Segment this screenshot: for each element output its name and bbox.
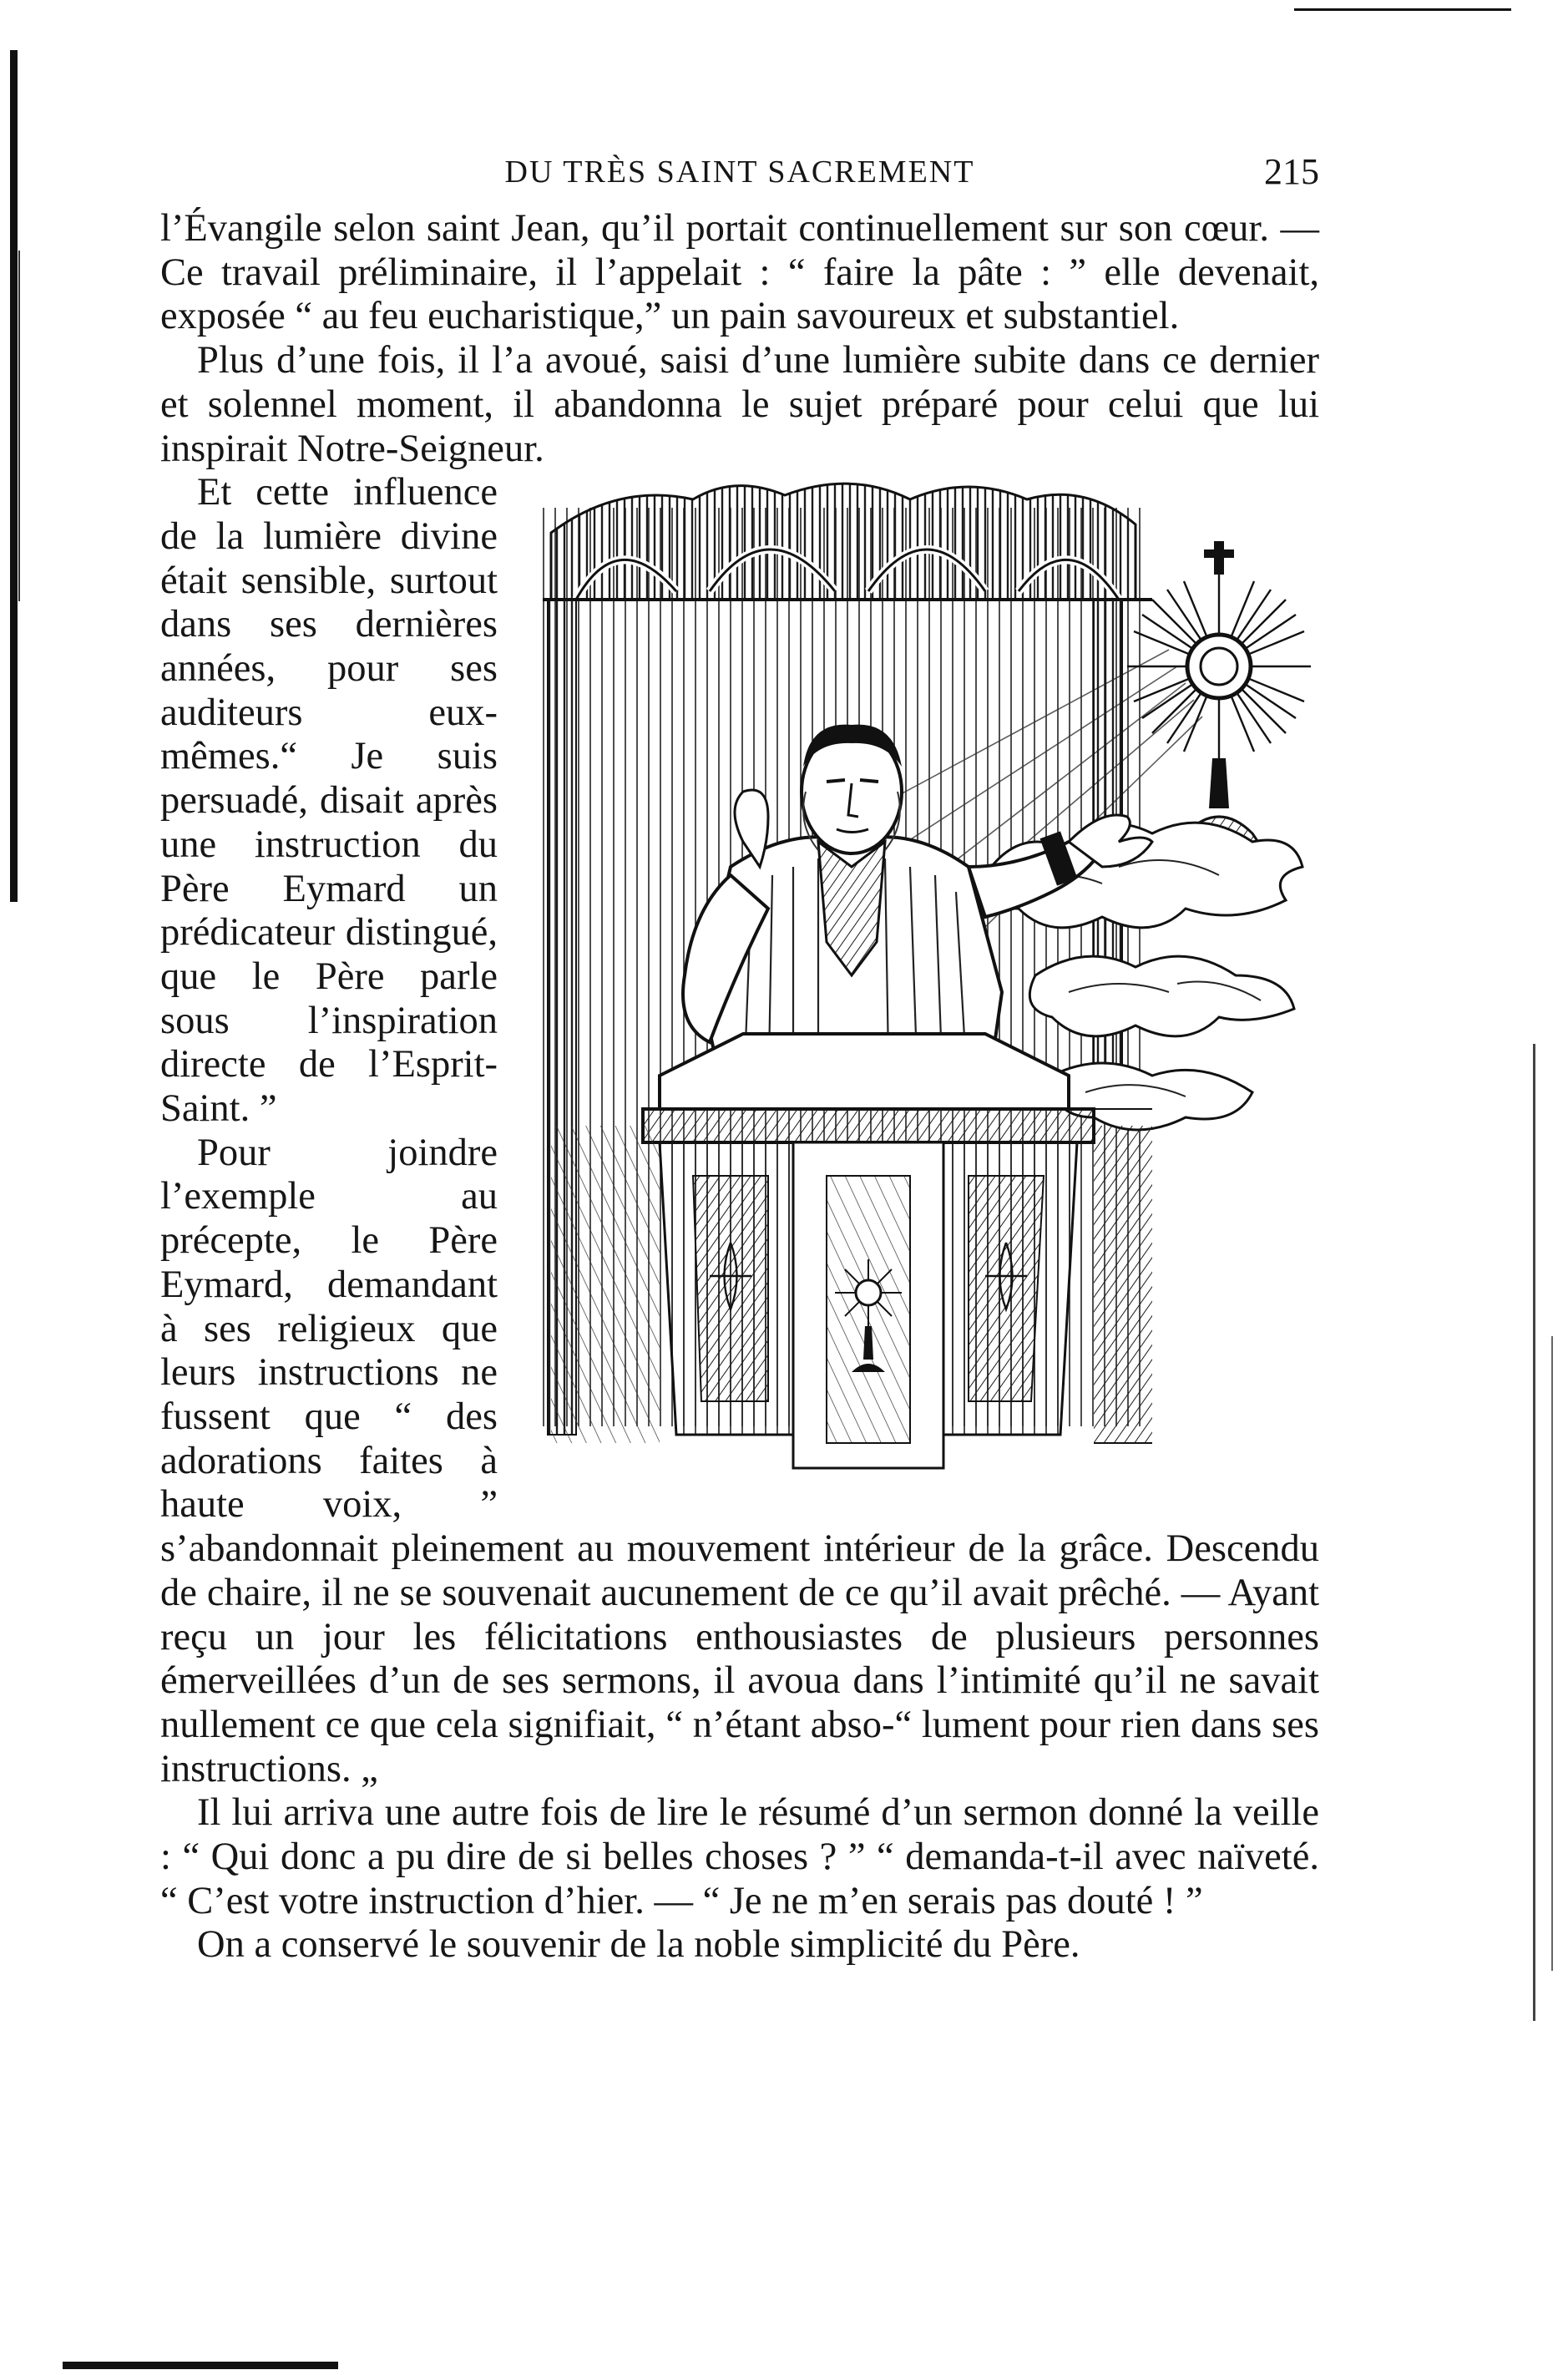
scan-edge-mark — [1294, 8, 1511, 11]
scan-edge-mark — [1551, 1336, 1553, 1971]
scan-edge-mark — [10, 50, 18, 902]
engraving-image — [518, 474, 1319, 1497]
paragraph: l’Évangile selon saint Jean, qu’il portait continuellement sur son cœur. — Ce travail préliminaire, il l’appelait : “ faire la pâte : ” elle devenait, exposée “ au feu eucharistique,” un pain savoureux et substantiel. — [160, 207, 1319, 338]
body-text — [160, 207, 1319, 2178]
paragraph: Plus d’une fois, il l’a avoué, saisi d’une lumière subite dans ce dernier et solennel moment, il abandonna le sujet préparé pour celui que lui inspirait Notre-Seigneur. — [160, 339, 1319, 470]
scan-edge-mark — [63, 2362, 338, 2369]
paragraph: Il lui arriva une autre fois de lire le résumé d’un sermon donné la veille : “ Qui donc a pu dire de si belles choses ? ” “ demanda-t-il avec naïveté. “ C’est votre instruction d’hier. — “ Je ne m’en serais pas douté ! ” — [160, 1791, 1319, 1922]
scan-edge-mark — [18, 251, 20, 601]
scan-edge-mark — [1533, 1044, 1535, 2021]
running-title: DU TRÈS SAINT SACREMENT — [504, 154, 975, 190]
paragraph: On a conservé le souvenir de la noble simplicité du Père. — [197, 1923, 1080, 1967]
pulpit-illustration — [518, 474, 1319, 1497]
paragraph: Et cette influence de la lumière divine était sensible, surtout dans ses dernières années, pour ses auditeurs eux-mêmes.“ Je suis persuadé, disait après une instruction du Père Eymard un prédicateur distingué, que le Père parle sous l’inspiration directe de l’Esprit-Saint. ” — [160, 471, 498, 1131]
page-number: 215 — [1264, 151, 1319, 192]
paragraph: Pour joindre l’exemple au précepte, le Père Eymard, demandant à ses religieux que leurs instructions ne fussent que “ des adorations faites à haute voix, ” s’abandonnait pleinement au mouvement intérieur de la grâce. Descendu de chaire, il ne se souvenait aucunement de ce qu’il avait prêché. — Ayant reçu un jour les félicitations enthousiastes de plusieurs personnes émerveillées d’un de ses sermons, il avoua dans l’intimité qu’il ne savait nullement ce que cela signifiait, “ n’étant abso-“ lument pour rien dans ses instructions. „ — [160, 1131, 1319, 1790]
running-head — [160, 147, 1319, 197]
